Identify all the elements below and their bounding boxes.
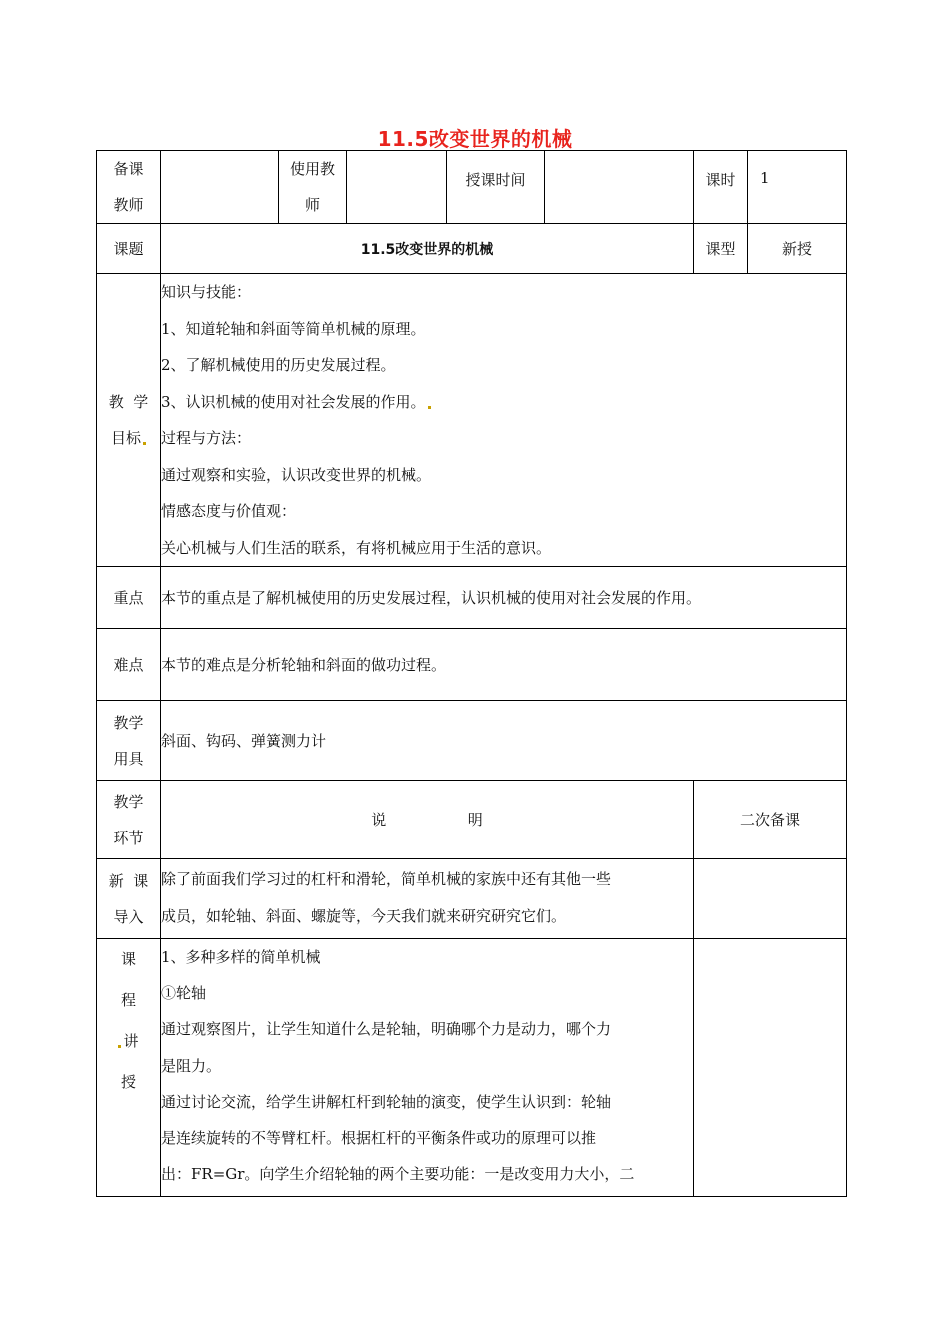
intro-label-line1: 新 课 xyxy=(108,871,149,890)
intro-line: 除了前面我们学习过的杠杆和滑轮，简单机械的家族中还有其他一些 xyxy=(161,870,612,888)
lecture-line: 是连续旋转的不等臂杠杆。根据杠杆的平衡条件或功的原理可以推 xyxy=(161,1129,597,1148)
lecture-line: 通过观察图片，让学生知道什么是轮轴，明确哪个力是动力，哪个力 xyxy=(161,1020,612,1039)
user-teacher-label xyxy=(279,151,347,224)
goals-line: 知识与技能： xyxy=(161,283,252,301)
prep-teacher-value xyxy=(161,151,279,224)
explain-header-a: 说 xyxy=(371,811,387,829)
lesson-plan-table xyxy=(96,150,847,1197)
stage-label-line2: 环节 xyxy=(113,828,144,847)
lecture-label xyxy=(97,939,161,1197)
goals-line: 2、了解机械使用的历史发展过程。 xyxy=(161,356,396,374)
lesson-type-value: 新授 xyxy=(748,224,847,274)
lecture-line: 1、多种多样的简单机械 xyxy=(161,948,321,966)
user-teacher-label-text: 使用教 师 xyxy=(289,160,335,214)
document-title: 11.5改变世界的机械 xyxy=(377,127,573,151)
lecture-content xyxy=(161,939,694,1197)
goals-label-line2 xyxy=(97,420,160,456)
goals-content xyxy=(161,274,847,567)
lecture-label-char: 程 xyxy=(120,991,136,1009)
stage-label-line1: 教学 xyxy=(113,792,144,811)
goals-line: 关心机械与人们生活的联系，有将机械应用于生活的意识。 xyxy=(161,538,552,557)
goals-line xyxy=(161,384,846,421)
prep-teacher-label xyxy=(97,151,161,224)
topic-label: 课题 xyxy=(97,224,161,274)
lecture-label-char-text: 讲 xyxy=(123,1032,139,1050)
goals-label-line2-text: 目标 xyxy=(110,429,141,447)
lesson-type-label: 课型 xyxy=(694,224,748,274)
lecture-line: 出：FR=Gr。向学生介绍轮轴的两个主要功能：一是改变用力大小，二 xyxy=(161,1165,635,1184)
intro-label-line2: 导入 xyxy=(113,907,144,926)
lecture-label-char xyxy=(97,1021,160,1062)
goals-line-text: 3、认识机械的使用对社会发展的作用。 xyxy=(161,392,426,411)
class-time-value xyxy=(545,151,694,224)
difficulty-text: 本节的难点是分析轮轴和斜面的做功过程。 xyxy=(161,629,847,701)
stage-label xyxy=(97,781,161,859)
lecture-line: ①轮轴 xyxy=(161,984,207,1003)
goals-label xyxy=(97,274,161,567)
periods-label: 课时 xyxy=(694,151,748,224)
goals-line: 通过观察和实验，认识改变世界的机械。 xyxy=(161,465,432,484)
intro-line: 成员，如轮轴、斜面、螺旋等，今天我们就来研究研究它们。 xyxy=(161,906,567,925)
lecture-label-char: 授 xyxy=(120,1073,136,1091)
explain-header xyxy=(161,781,694,859)
difficulty-label: 难点 xyxy=(97,629,161,701)
lecture-label-char: 课 xyxy=(120,950,136,968)
topic-value: 11.5改变世界的机械 xyxy=(161,224,694,274)
user-teacher-value xyxy=(347,151,447,224)
tools-label-line1: 教学 xyxy=(113,713,144,732)
tools-text: 斜面、钩码、弹簧测力计 xyxy=(161,701,847,781)
lecture-second-prep xyxy=(694,939,847,1197)
key-point-label: 重点 xyxy=(97,567,161,629)
class-time-label: 授课时间 xyxy=(447,151,545,224)
lecture-line: 通过讨论交流，给学生讲解杠杆到轮轴的演变，使学生认识到：轮轴 xyxy=(161,1092,612,1111)
intro-label xyxy=(97,859,161,939)
tools-label xyxy=(97,701,161,781)
periods-value: 1 xyxy=(748,151,847,224)
goals-label-line1: 教 学 xyxy=(108,393,149,411)
prep-teacher-label-text: 备课 教师 xyxy=(113,160,144,214)
lecture-line: 是阻力。 xyxy=(161,1056,222,1075)
second-prep-header: 二次备课 xyxy=(694,781,847,859)
key-point-text: 本节的重点是了解机械使用的历史发展过程，认识机械的使用对社会发展的作用。 xyxy=(161,567,847,629)
intro-second-prep xyxy=(694,859,847,939)
tools-label-line2: 用具 xyxy=(113,749,144,768)
intro-content xyxy=(161,859,694,939)
goals-line: 1、知道轮轴和斜面等简单机械的原理。 xyxy=(161,319,426,338)
explain-header-b: 明 xyxy=(467,811,483,829)
goals-line: 过程与方法： xyxy=(161,429,252,447)
goals-line: 情感态度与价值观： xyxy=(161,502,297,520)
